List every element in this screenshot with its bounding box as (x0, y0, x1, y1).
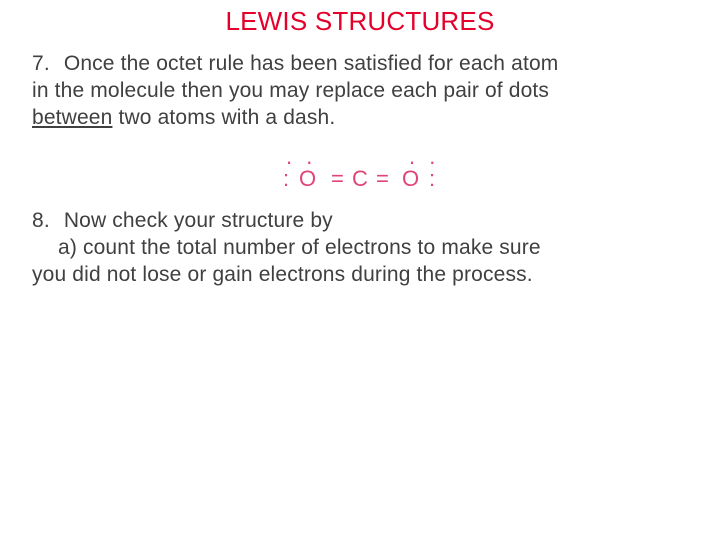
step-8-number: 8. (32, 209, 50, 232)
left-oxygen-top-dots: . . (286, 144, 317, 169)
left-double-bond: = (331, 166, 344, 191)
right-oxygen-atom: O (402, 166, 420, 191)
step-8-line-1 (32, 207, 712, 234)
step-7-paragraph (32, 50, 712, 131)
step-8-line-3: you did not lose or gain electrons during the process. (32, 263, 533, 286)
step-7-line-3 (32, 104, 712, 131)
carbon-atom: C (352, 166, 368, 191)
left-oxygen-atom: O (299, 166, 317, 191)
left-oxygen-lone-pair: : (283, 166, 290, 191)
step-8-text-1: Now check your structure by (63, 209, 333, 232)
step-7-line-1 (32, 50, 712, 77)
right-double-bond: = (376, 166, 389, 191)
step-7-line-2: in the molecule then you may replace each pair of dots (32, 79, 550, 102)
underlined-word-between: between (32, 106, 113, 129)
right-oxygen-top-dots: . . (409, 144, 440, 169)
step-8-paragraph (32, 207, 712, 288)
step-7-text-3: two atoms with a dash. (118, 106, 336, 129)
page-title: LEWIS STRUCTURES (225, 6, 495, 36)
step-7-number: 7. (32, 52, 50, 75)
co2-lewis-structure (0, 144, 720, 198)
step-7-text-1: Once the octet rule has been satisfied for each atom (63, 52, 559, 75)
right-oxygen-lone-pair: : (429, 166, 436, 191)
step-8-line-2: a) count the total number of electrons to make sure (58, 236, 541, 259)
